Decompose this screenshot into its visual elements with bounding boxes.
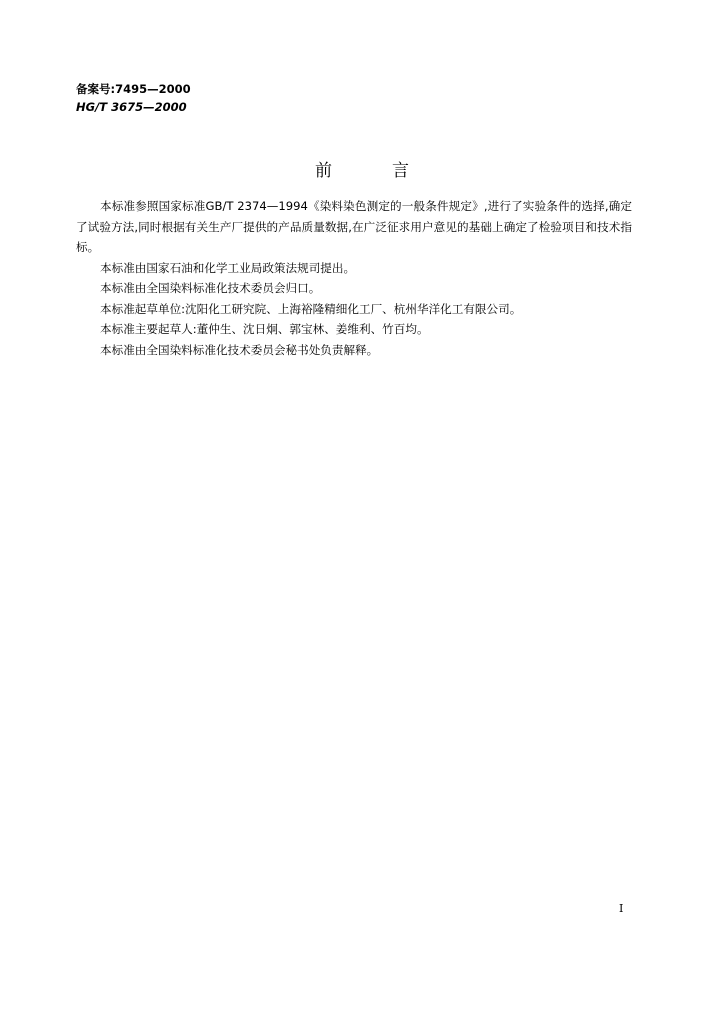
paragraph-interpretation: 本标准由全国染料标准化技术委员会秘书处负责解释。 <box>100 342 379 357</box>
paragraph-centralized-by: 本标准由全国染料标准化技术委员会归口。 <box>100 281 321 295</box>
standard-code: HG/T 3675—2000 <box>76 100 187 114</box>
page-title: 前言 <box>315 161 469 181</box>
paragraph-drafting-units: 本标准起草单位:沈阳化工研究院、上海裕隆精细化工厂、杭州华洋化工有限公司。 <box>100 301 522 316</box>
paragraph-proposed-by: 本标准由国家石油和化学工业局政策法规司提出。 <box>100 260 356 275</box>
filing-number: 备案号:7495—2000 <box>76 82 191 96</box>
paragraph-reference-standard: 本标准参照国家标准GB/T 2374—1994《染料染色测定的一般条件规定》,进行了实验条件的选择,确定了试验方法,同时根据有关生产厂提供的产品质量数据,在广泛征求用户意见的基础上确定了检验项目和技术指标。 <box>76 199 632 254</box>
paragraph-drafters: 本标准主要起草人:董仲生、沈日炯、郭宝林、姜维利、竹百均。 <box>100 322 429 336</box>
document-header <box>76 80 191 116</box>
foreword-body <box>76 196 632 360</box>
page-number: I <box>619 902 624 915</box>
